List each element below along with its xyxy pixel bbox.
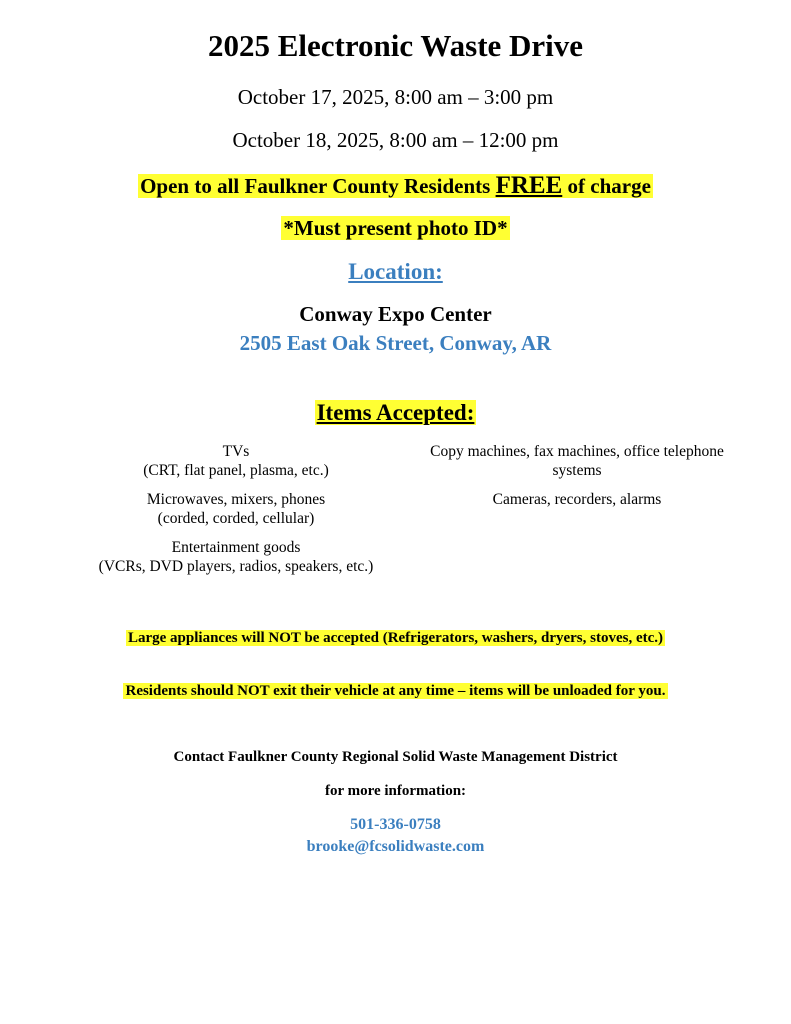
contact-line-1: Contact Faulkner County Regional Solid Waste Management District (173, 749, 618, 765)
item-name: TVs (222, 443, 250, 460)
stay-in-vehicle-text: Residents should NOT exit their vehicle at any time – items will be unloaded for you. (125, 683, 666, 699)
event-date-1: October 17, 2025, 8:00 am – 3:00 pm (237, 85, 554, 109)
venue-name: Conway Expo Center (299, 302, 492, 326)
photo-id-text: *Must present photo ID* (283, 216, 508, 240)
list-item (40, 442, 432, 480)
item-name: Entertainment goods (171, 539, 301, 556)
eligibility-prefix: Open to all Faulkner County Residents (140, 174, 496, 198)
items-left-column (40, 442, 432, 586)
location-heading (0, 259, 791, 285)
item-detail: (corded, corded, cellular) (157, 510, 315, 527)
items-accepted-heading (0, 400, 791, 426)
stay-in-vehicle-notice (0, 683, 791, 700)
list-item (396, 442, 758, 480)
large-appliances-text: Large appliances will NOT be accepted (Refrigerators, washers, dryers, stoves, etc.) (127, 630, 664, 646)
item-name: Copy machines, fax machines, office telephone (430, 443, 724, 460)
free-emphasis: FREE (495, 172, 563, 199)
contact-line-2: for more information: (324, 783, 467, 799)
contact-phone[interactable]: 501-336-0758 (350, 816, 441, 833)
large-appliances-notice (0, 630, 791, 647)
venue-address: 2505 East Oak Street, Conway, AR (239, 331, 552, 355)
list-item (40, 490, 432, 528)
list-item (40, 538, 432, 576)
item-detail: (CRT, flat panel, plasma, etc.) (143, 462, 329, 479)
item-detail: systems (552, 462, 602, 479)
flyer-title: 2025 Electronic Waste Drive (207, 28, 584, 63)
item-name: Cameras, recorders, alarms (492, 491, 662, 508)
item-name: Microwaves, mixers, phones (146, 491, 326, 508)
event-date-2: October 18, 2025, 8:00 am – 12:00 pm (232, 128, 559, 152)
photo-id-notice (0, 216, 791, 241)
items-right-column (396, 442, 758, 519)
items-accepted-heading-text: Items Accepted: (316, 400, 475, 425)
location-heading-text: Location: (348, 259, 443, 284)
eligibility-line (0, 172, 791, 200)
eligibility-suffix: of charge (562, 174, 651, 198)
list-item (396, 490, 758, 509)
contact-email[interactable]: brooke@fcsolidwaste.com (306, 838, 485, 855)
item-detail: (VCRs, DVD players, radios, speakers, etc.) (98, 558, 374, 575)
